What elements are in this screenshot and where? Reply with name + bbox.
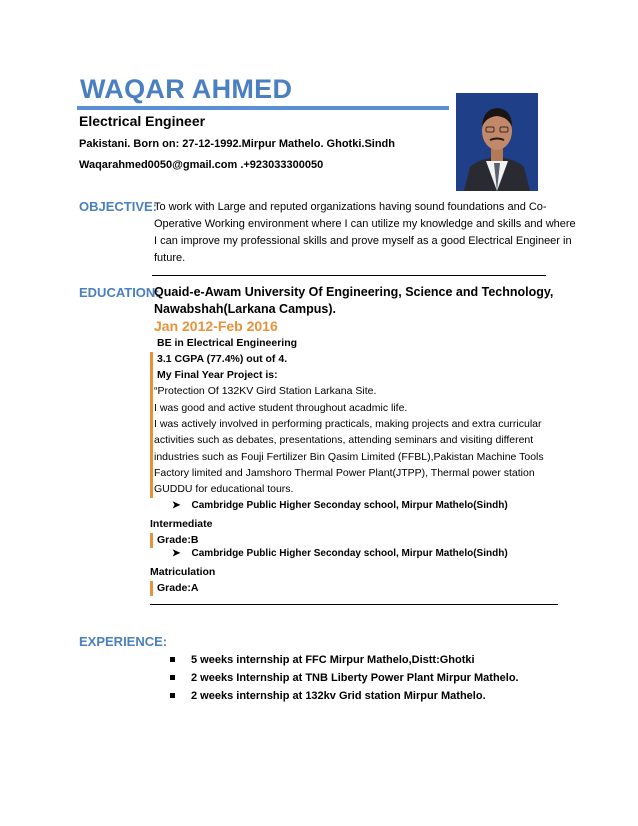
school-name: Cambridge Public Higher Seconday school, Mirpur Mathelo(Sindh) bbox=[191, 548, 508, 559]
experience-text: 2 weeks internship at 132kv Grid station Mirpur Mathelo. bbox=[191, 690, 486, 702]
contact-info: Waqarahmed0050@gmail.com .+923033300050 bbox=[79, 159, 324, 171]
objective-line: To work with Large and reputed organizations having sound foundations and Co- bbox=[154, 201, 547, 213]
activity-line: I was actively involved in performing practicals, making projects and extra curricular bbox=[154, 418, 542, 430]
name-underline bbox=[77, 106, 449, 110]
school-item bbox=[172, 500, 508, 511]
job-title: Electrical Engineer bbox=[79, 113, 206, 129]
square-bullet-icon bbox=[170, 657, 175, 662]
experience-text: 5 weeks internship at FFC Mirpur Mathelo,Distt:Ghotki bbox=[191, 654, 475, 666]
portrait-illustration bbox=[456, 93, 538, 191]
school-level: Intermediate bbox=[150, 518, 213, 530]
activity-line: Factory limited and Jamshoro Thermal Power Plant(JTPP), Thermal power station bbox=[154, 467, 535, 479]
experience-text: 2 weeks Internship at TNB Liberty Power Plant Mirpur Mathelo. bbox=[191, 672, 519, 684]
objective-line: I can improve my professional skills and prove myself as a good Electrical Engineer in bbox=[154, 235, 572, 247]
experience-heading: EXPERIENCE: bbox=[79, 634, 168, 649]
activity-line: activities such as debates, presentations, attending seminars and visiting different bbox=[154, 434, 534, 446]
objective-line: future. bbox=[154, 252, 186, 264]
candidate-name: WAQAR AHMED bbox=[80, 74, 293, 104]
objective-heading: OBJECTIVE: bbox=[79, 199, 158, 214]
activity-line: GUDDU for educational tours. bbox=[154, 483, 294, 495]
project-title: “Protection Of 132KV Gird Station Larkana Site. bbox=[154, 385, 377, 397]
education-accent-bar bbox=[150, 352, 153, 498]
student-note: I was good and active student throughout acadmic life. bbox=[154, 402, 408, 414]
experience-item bbox=[170, 690, 486, 702]
square-bullet-icon bbox=[170, 693, 175, 698]
square-bullet-icon bbox=[170, 675, 175, 680]
objective-divider bbox=[152, 275, 546, 276]
education-heading: EDUCATION: bbox=[79, 285, 160, 300]
arrow-bullet-icon: ➤ bbox=[172, 500, 181, 511]
school-grade: Grade:A bbox=[157, 582, 199, 594]
education-divider bbox=[150, 604, 558, 605]
objective-text bbox=[154, 199, 576, 267]
degree: BE in Electrical Engineering bbox=[157, 337, 298, 349]
institution-line-2: Nawabshah(Larkana Campus). bbox=[154, 302, 336, 316]
school-grade: Grade:B bbox=[157, 534, 199, 546]
profile-photo bbox=[456, 93, 538, 191]
school-level: Matriculation bbox=[150, 566, 216, 578]
grade-accent-bar bbox=[150, 533, 153, 548]
institution-line-1: Quaid-e-Awam University Of Engineering, Science and Technology, bbox=[154, 285, 554, 299]
objective-line: Operative Working environment where I can utilize my knowledge and skills and where bbox=[154, 218, 576, 230]
institution-name bbox=[154, 284, 553, 318]
experience-item bbox=[170, 654, 475, 666]
activity-line: industries such as Fouji Fertilizer Bin Qasim Limited (FFBL),Pakistan Machine Tools bbox=[154, 451, 544, 463]
study-dates: Jan 2012-Feb 2016 bbox=[154, 318, 278, 334]
grade-accent-bar bbox=[150, 581, 153, 596]
personal-info: Pakistani. Born on: 27-12-1992.Mirpur Mathelo. Ghotki.Sindh bbox=[79, 138, 395, 150]
project-label: My Final Year Project is: bbox=[157, 369, 278, 381]
school-name: Cambridge Public Higher Seconday school, Mirpur Mathelo(Sindh) bbox=[191, 500, 508, 511]
arrow-bullet-icon: ➤ bbox=[172, 548, 181, 559]
cgpa: 3.1 CGPA (77.4%) out of 4. bbox=[157, 353, 288, 365]
school-item bbox=[172, 548, 508, 559]
experience-item bbox=[170, 672, 519, 684]
